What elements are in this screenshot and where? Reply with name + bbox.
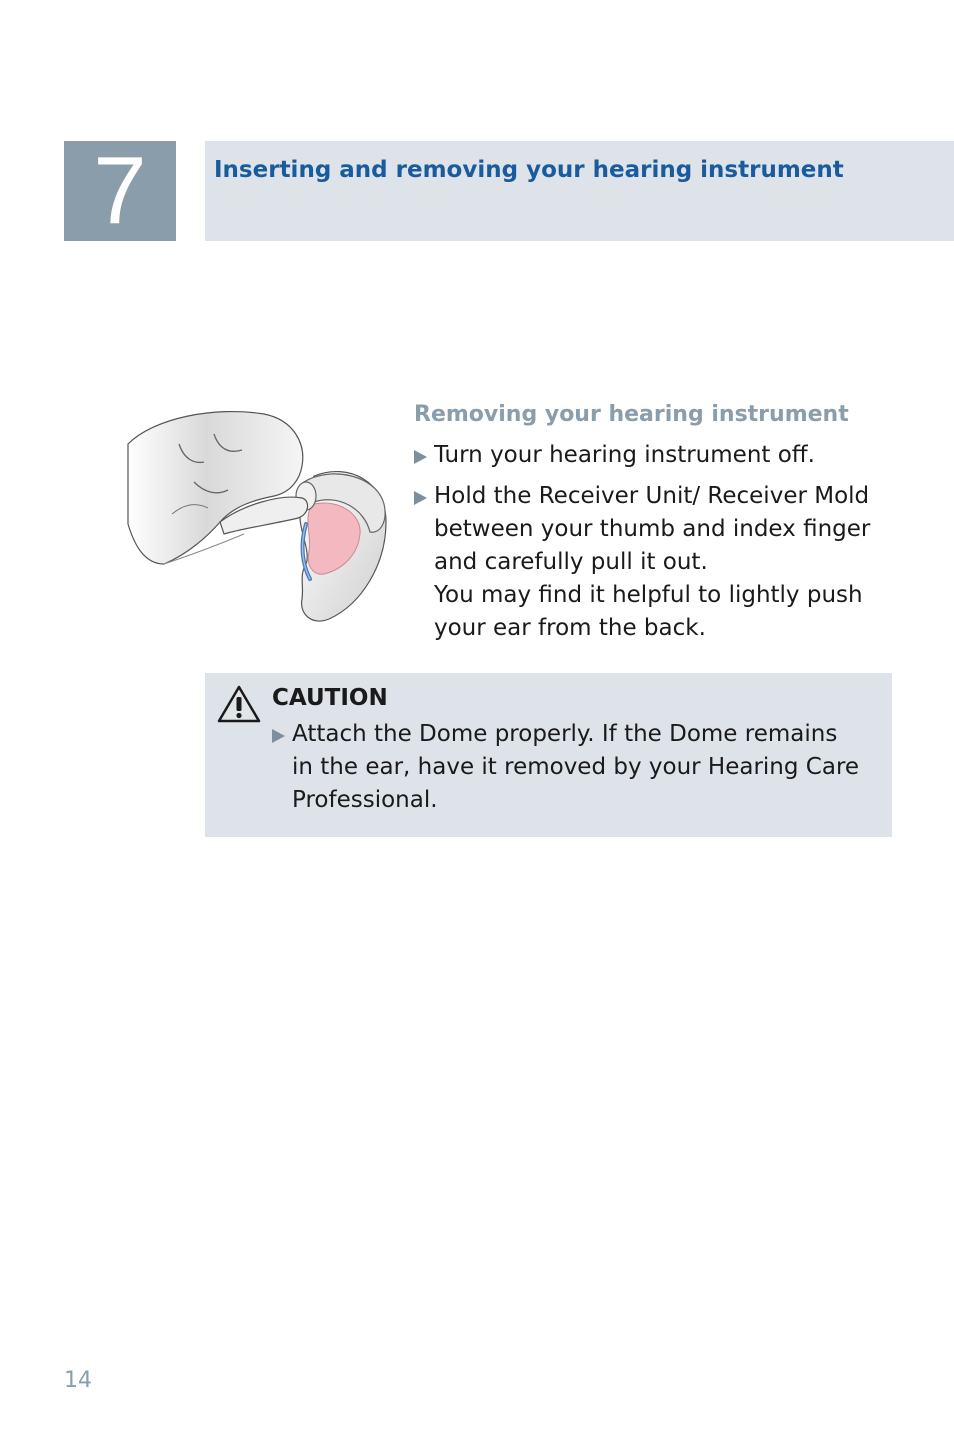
chapter-number-box [64, 137, 176, 244]
bullet-arrow-icon [414, 450, 427, 464]
caution-box [205, 673, 892, 837]
chapter-header [205, 141, 954, 241]
hand-removing-hearing-instrument-illustration [124, 404, 392, 626]
chapter-number: 7 [93, 137, 147, 244]
chapter-title: Inserting and removing your hearing instrument [214, 157, 844, 183]
bullet-pull-out [414, 480, 934, 645]
warning-triangle-icon [217, 685, 261, 723]
bullet-arrow-icon [414, 491, 427, 505]
caution-line: in the ear, have it removed by your Hearing Care [292, 754, 860, 780]
caution-line: Attach the Dome properly. If the Dome remains [292, 721, 838, 747]
bullet-turn-off [414, 439, 934, 472]
bullet-line: your ear from the back. [434, 615, 706, 641]
caution-title: CAUTION [272, 685, 388, 711]
caution-text [272, 718, 892, 817]
bullet-line: and carefully pull it out. [434, 549, 708, 575]
bullet-line: Hold the Receiver Unit/ Receiver Mold [434, 483, 870, 509]
page-number: 14 [64, 1368, 92, 1393]
bullet-line: between your thumb and index finger [434, 516, 871, 542]
caution-line: Professional. [292, 787, 438, 813]
section-heading: Removing your hearing instrument [414, 402, 849, 427]
removing-section [414, 402, 934, 653]
bullet-line: Turn your hearing instrument off. [434, 442, 815, 468]
bullet-arrow-icon [272, 729, 285, 743]
bullet-line: You may find it helpful to lightly push [434, 582, 863, 608]
